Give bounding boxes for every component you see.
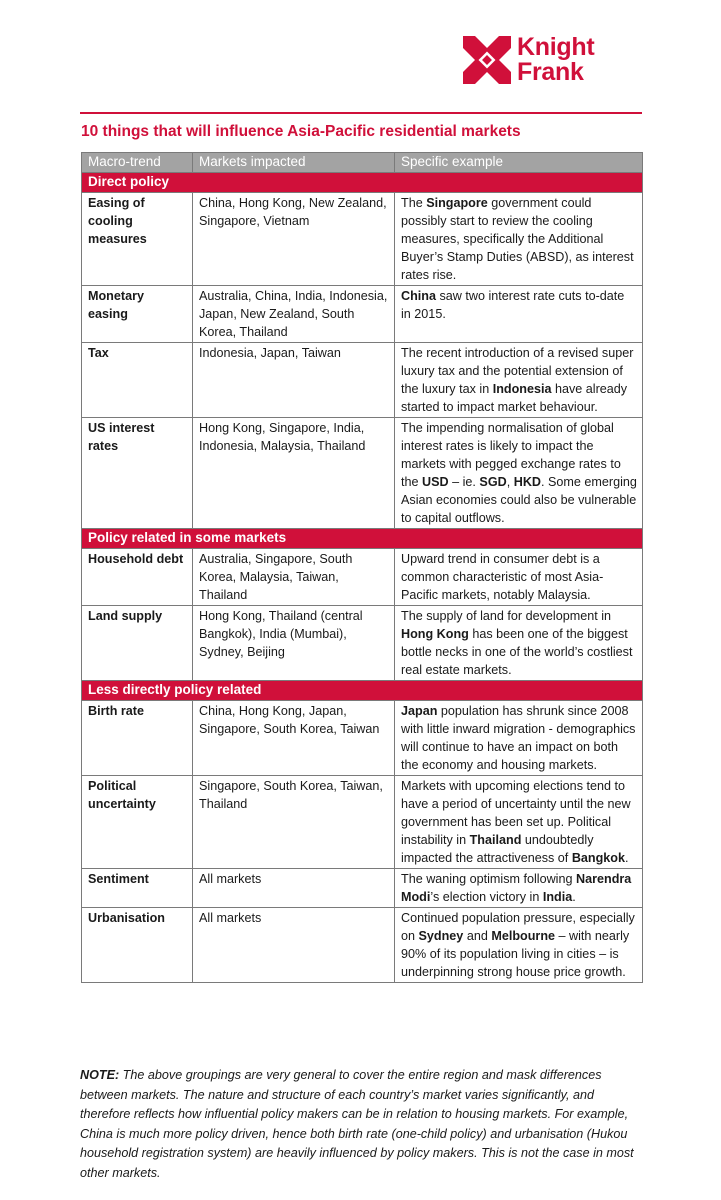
markets-impacted-cell: Singapore, South Korea, Taiwan, Thailand — [193, 776, 395, 869]
markets-impacted-cell: China, Hong Kong, New Zealand, Singapore, Vietnam — [193, 193, 395, 286]
example-text: The supply of land for development in — [401, 609, 612, 623]
column-header-markets-impacted: Markets impacted — [193, 153, 395, 173]
macro-trend-cell: Easing of cooling measures — [82, 193, 193, 286]
example-highlight: SGD — [479, 475, 507, 489]
page-title: 10 things that will influence Asia-Pacific residential markets — [81, 123, 521, 140]
example-text: . — [625, 851, 629, 865]
group-row — [82, 681, 643, 701]
logo-line-2: Frank — [517, 58, 584, 86]
specific-example-cell — [395, 418, 643, 529]
example-highlight: China — [401, 289, 436, 303]
specific-example-cell — [395, 193, 643, 286]
example-text: ’s election victory in — [430, 890, 543, 904]
group-label: Direct policy — [82, 173, 643, 193]
specific-example-cell — [395, 776, 643, 869]
example-text: have already started to impact market behaviour. — [401, 382, 628, 414]
macro-trend-cell: Tax — [82, 343, 193, 418]
group-row — [82, 173, 643, 193]
example-highlight: USD — [422, 475, 449, 489]
example-text: has been one of the biggest bottle necks in one of the world’s costliest real estate markets. — [401, 627, 633, 677]
macro-trend-cell: US interest rates — [82, 418, 193, 529]
example-text: saw two interest rate cuts to-date in 2015. — [401, 289, 625, 321]
example-text: The impending normalisation of global interest rates is likely to impact the markets with pegged exchange rates to the — [401, 421, 621, 489]
example-highlight: Melbourne — [491, 929, 556, 943]
example-text: – with nearly 90% of its population living in cities – is underpinning strong house price growth. — [401, 929, 630, 979]
markets-impacted-cell: Hong Kong, Singapore, India, Indonesia, Malaysia, Thailand — [193, 418, 395, 529]
example-highlight: Sydney — [418, 929, 464, 943]
footnote-label: NOTE: — [80, 1068, 120, 1082]
example-highlight: Indonesia — [492, 382, 552, 396]
table-row — [82, 418, 643, 529]
specific-example-cell — [395, 286, 643, 343]
influences-table — [81, 152, 643, 983]
table-row — [82, 869, 643, 908]
markets-impacted-cell: All markets — [193, 869, 395, 908]
macro-trend-cell: Birth rate — [82, 701, 193, 776]
macro-trend-cell: Political uncertainty — [82, 776, 193, 869]
example-text: The recent introduction of a revised super luxury tax and the potential extension of the luxury tax in — [401, 346, 634, 396]
knight-frank-logo-mark-icon — [463, 36, 511, 84]
example-highlight: Singapore — [426, 196, 488, 210]
markets-impacted-cell: Hong Kong, Thailand (central Bangkok), India (Mumbai), Sydney, Beijing — [193, 606, 395, 681]
example-text: undoubtedly impacted the attractiveness of — [401, 833, 594, 865]
specific-example-cell — [395, 908, 643, 983]
footnote — [80, 1066, 644, 1183]
table-row — [82, 343, 643, 418]
example-highlight: Narendra Modi — [401, 872, 632, 904]
table-body — [82, 173, 643, 983]
example-text: Markets with upcoming elections tend to have a period of uncertainty until the new government has been set up. Political instability in — [401, 779, 631, 847]
example-text: , — [506, 475, 514, 489]
table-row — [82, 908, 643, 983]
example-text: population has shrunk since 2008 with little inward migration - demographics will continue to have an impact on both the economy and housing markets. — [401, 704, 636, 772]
example-text: and — [463, 929, 492, 943]
group-row — [82, 529, 643, 549]
example-text: – ie. — [448, 475, 480, 489]
table-row — [82, 701, 643, 776]
example-text: . — [572, 890, 576, 904]
table-row — [82, 286, 643, 343]
example-highlight: Thailand — [469, 833, 522, 847]
table-header-row — [82, 153, 643, 173]
macro-trend-cell: Urbanisation — [82, 908, 193, 983]
specific-example-cell — [395, 343, 643, 418]
column-header-macro-trend: Macro-trend — [82, 153, 193, 173]
markets-impacted-cell: China, Hong Kong, Japan, Singapore, South Korea, Taiwan — [193, 701, 395, 776]
macro-trend-cell: Household debt — [82, 549, 193, 606]
specific-example-cell — [395, 606, 643, 681]
specific-example-cell — [395, 701, 643, 776]
example-text: Continued population pressure, especially on — [401, 911, 635, 943]
logo-wordmark — [517, 35, 594, 85]
table-row — [82, 606, 643, 681]
table-row — [82, 776, 643, 869]
example-text: Upward trend in consumer debt is a common characteristic of most Asia-Pacific markets, notably Malaysia. — [401, 552, 604, 602]
example-text: government could possibly start to review the cooling measures, specifically the Additional Buyer’s Stamp Duties (ABSD), as interest rates rise. — [401, 196, 634, 282]
markets-impacted-cell: Australia, Singapore, South Korea, Malaysia, Taiwan, Thailand — [193, 549, 395, 606]
table-row — [82, 549, 643, 606]
specific-example-cell — [395, 549, 643, 606]
markets-impacted-cell: All markets — [193, 908, 395, 983]
header-divider — [80, 112, 642, 114]
logo-line-1: Knight — [517, 33, 595, 61]
macro-trend-cell: Sentiment — [82, 869, 193, 908]
group-label: Less directly policy related — [82, 681, 643, 701]
specific-example-cell — [395, 869, 643, 908]
footnote-text: The above groupings are very general to cover the entire region and mask differences between markets. The nature and structure of each country’s market varies significantly, and therefore reflects how influential policy makers can be in relation to housing markets. For example, China is much more policy driven, hence both birth rate (one-child policy) and urbanisation (Hukou household registration system) are heavily influenced by policy makers. This is not the case in most other markets. — [80, 1068, 634, 1180]
column-header-specific-example: Specific example — [395, 153, 643, 173]
example-text: The — [401, 196, 427, 210]
knight-frank-logo — [463, 33, 623, 88]
macro-trend-cell: Land supply — [82, 606, 193, 681]
markets-impacted-cell: Australia, China, India, Indonesia, Japan, New Zealand, South Korea, Thailand — [193, 286, 395, 343]
table-row — [82, 193, 643, 286]
example-highlight: Hong Kong — [401, 627, 469, 641]
example-highlight: Japan — [401, 704, 438, 718]
example-highlight: Bangkok — [571, 851, 625, 865]
macro-trend-cell: Monetary easing — [82, 286, 193, 343]
table-header — [82, 153, 643, 173]
example-highlight: HKD — [513, 475, 542, 489]
example-text: . Some emerging Asian economies could also be vulnerable to capital outflows. — [401, 475, 637, 525]
group-label: Policy related in some markets — [82, 529, 643, 549]
example-highlight: India — [542, 890, 573, 904]
example-text: The waning optimism following — [401, 872, 576, 886]
markets-impacted-cell: Indonesia, Japan, Taiwan — [193, 343, 395, 418]
